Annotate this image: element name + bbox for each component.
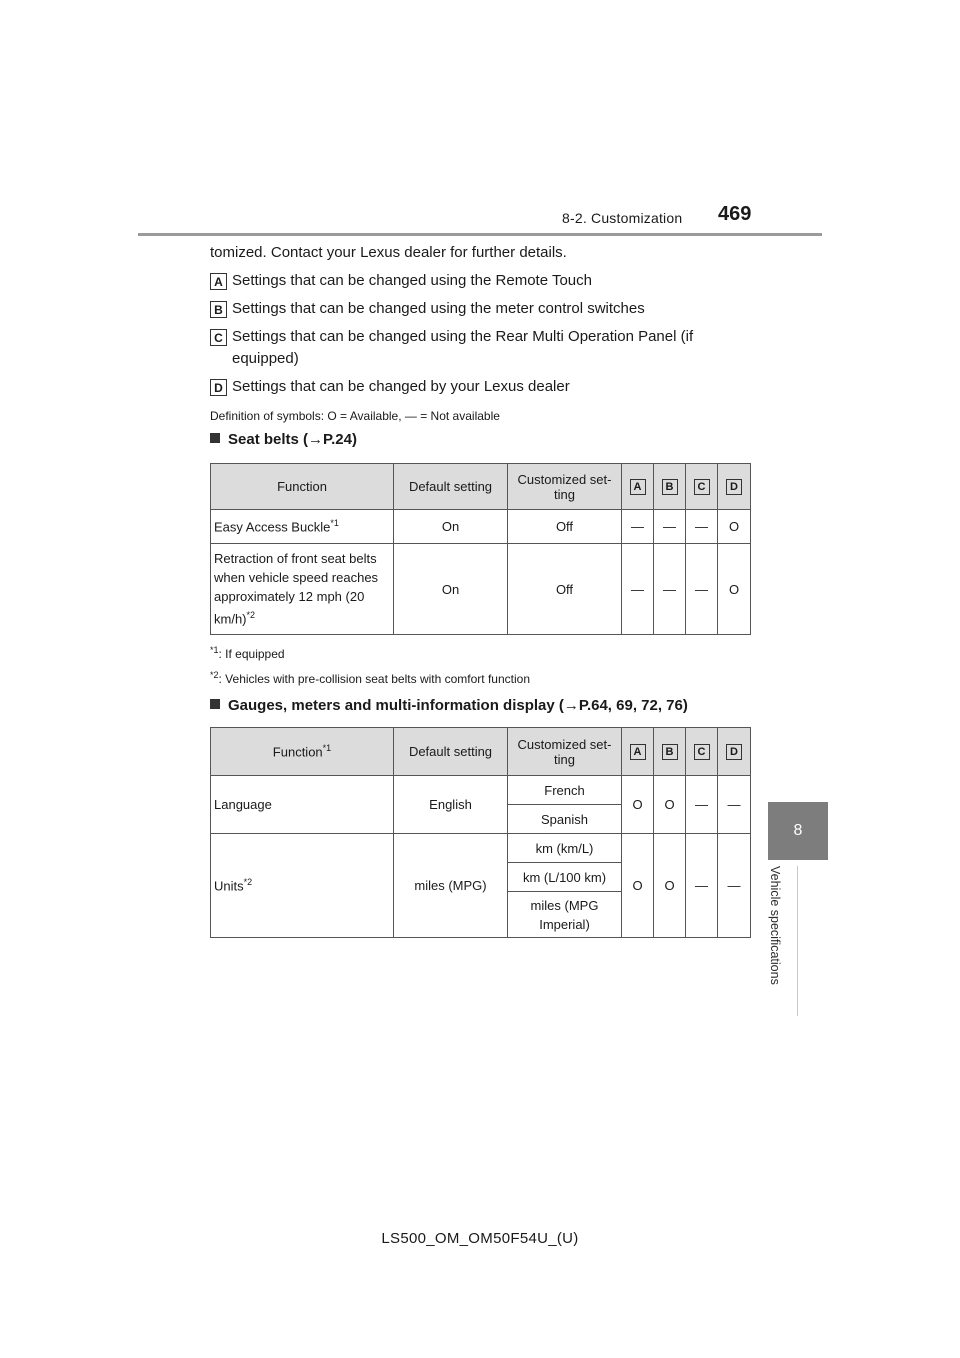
col-b [654, 464, 686, 510]
col-default-setting: Default setting [394, 728, 508, 776]
table-row [211, 544, 751, 635]
cell-a: — [622, 510, 654, 544]
legend-text-c-continued: equipped) [232, 350, 299, 367]
cell-d: O [718, 510, 751, 544]
gauges-table [210, 727, 751, 938]
letter-c: C [694, 479, 710, 495]
cell-function [211, 834, 394, 938]
col-c [686, 464, 718, 510]
cell-option: km (km/L) [508, 834, 622, 863]
page-number: 469 [718, 203, 752, 225]
col-a [622, 728, 654, 776]
legend-letter-c: C [210, 329, 227, 346]
col-function: Function [211, 464, 394, 510]
function-text: Retraction of front seat belts when vehicle speed reaches approximately 12 mph (20 km/h) [214, 551, 379, 627]
cell-c: — [686, 776, 718, 834]
cell-default: On [394, 510, 508, 544]
legend-text-c: Settings that can be changed using the Rear Multi Operation Panel (if [232, 328, 694, 345]
document-id: LS500_OM_OM50F54U_(U) [381, 1230, 579, 1247]
footnote-text: : Vehicles with pre-collision seat belts with comfort function [218, 672, 530, 686]
cell-custom: Off [508, 544, 622, 635]
header-rule [138, 233, 822, 236]
letter-b: B [662, 479, 678, 495]
footnote-mark: *1 [210, 645, 219, 655]
chapter-tab[interactable] [768, 802, 828, 860]
square-bullet-icon [210, 433, 220, 443]
letter-d: D [726, 744, 742, 760]
chapter-side-label [770, 866, 792, 1006]
cell-function [211, 510, 394, 544]
seat-belts-table [210, 463, 751, 635]
symbol-definition: Definition of symbols: O = Available, — = Not available [210, 409, 500, 423]
cell-c: — [686, 544, 718, 635]
intro-text: tomized. Contact your Lexus dealer for further details. [210, 244, 567, 261]
cell-b: — [654, 510, 686, 544]
seat-belts-title: Seat belts (→P.24) [228, 431, 357, 448]
footnote-1 [210, 645, 285, 661]
footnote-text: : If equipped [218, 647, 285, 661]
cell-default: English [394, 776, 508, 834]
cell-default: On [394, 544, 508, 635]
seat-belts-heading [210, 431, 357, 448]
cell-option: French [508, 776, 622, 805]
legend-letter-a: A [210, 273, 227, 290]
col-a [622, 464, 654, 510]
cell-option: Spanish [508, 805, 622, 834]
gauges-title: Gauges, meters and multi-information display (→P.64, 69, 72, 76) [228, 697, 688, 714]
cell-d: O [718, 544, 751, 635]
legend-text-a: Settings that can be changed using the Remote Touch [232, 272, 592, 289]
col-c [686, 728, 718, 776]
letter-b: B [662, 744, 678, 760]
table-header-row [211, 728, 751, 776]
table-row [211, 834, 751, 863]
legend-letter-b: B [210, 301, 227, 318]
cell-custom: Off [508, 510, 622, 544]
legend-text-b: Settings that can be changed using the meter control switches [232, 300, 645, 317]
letter-d: D [726, 479, 742, 495]
legend-letter-d: D [210, 379, 227, 396]
chapter-label: Vehicle specifications [768, 866, 782, 985]
letter-c: C [694, 744, 710, 760]
letter-a: A [630, 479, 646, 495]
cell-option: miles (MPG Imperial) [508, 892, 622, 938]
cell-default: miles (MPG) [394, 834, 508, 938]
col-d [718, 728, 751, 776]
footnote-mark: *1 [330, 518, 339, 529]
cell-d: — [718, 834, 751, 938]
table-row [211, 776, 751, 805]
cell-c: — [686, 834, 718, 938]
table-header-row [211, 464, 751, 510]
gauges-heading [210, 697, 688, 714]
cell-b: — [654, 544, 686, 635]
footnote-mark: *1 [322, 743, 332, 754]
chapter-number: 8 [793, 822, 803, 839]
side-rule [797, 866, 798, 1016]
col-customized-setting: Customized set-ting [508, 464, 622, 510]
cell-b: O [654, 834, 686, 938]
cell-b: O [654, 776, 686, 834]
cell-a: — [622, 544, 654, 635]
cell-c: — [686, 510, 718, 544]
cell-option: km (L/100 km) [508, 863, 622, 892]
footnote-mark: *2 [243, 877, 253, 888]
footnote-mark: *2 [210, 670, 219, 680]
table-row [211, 510, 751, 544]
col-customized-setting: Customized set-ting [508, 728, 622, 776]
footnote-2 [210, 670, 530, 686]
section-title: 8-2. Customization [562, 210, 683, 226]
cell-a: O [622, 776, 654, 834]
col-b [654, 728, 686, 776]
letter-a: A [630, 744, 646, 760]
function-text: Easy Access Buckle [214, 519, 331, 535]
footnote-mark: *2 [246, 610, 256, 621]
col-default-setting: Default setting [394, 464, 508, 510]
col-d [718, 464, 751, 510]
cell-a: O [622, 834, 654, 938]
cell-d: — [718, 776, 751, 834]
col-function [211, 728, 394, 776]
cell-function: Language [211, 776, 394, 834]
function-header-text: Function [272, 744, 323, 760]
function-text: Units [214, 878, 244, 894]
legend-text-d: Settings that can be changed by your Lexus dealer [232, 378, 570, 395]
cell-function [211, 544, 394, 635]
square-bullet-icon [210, 699, 220, 709]
